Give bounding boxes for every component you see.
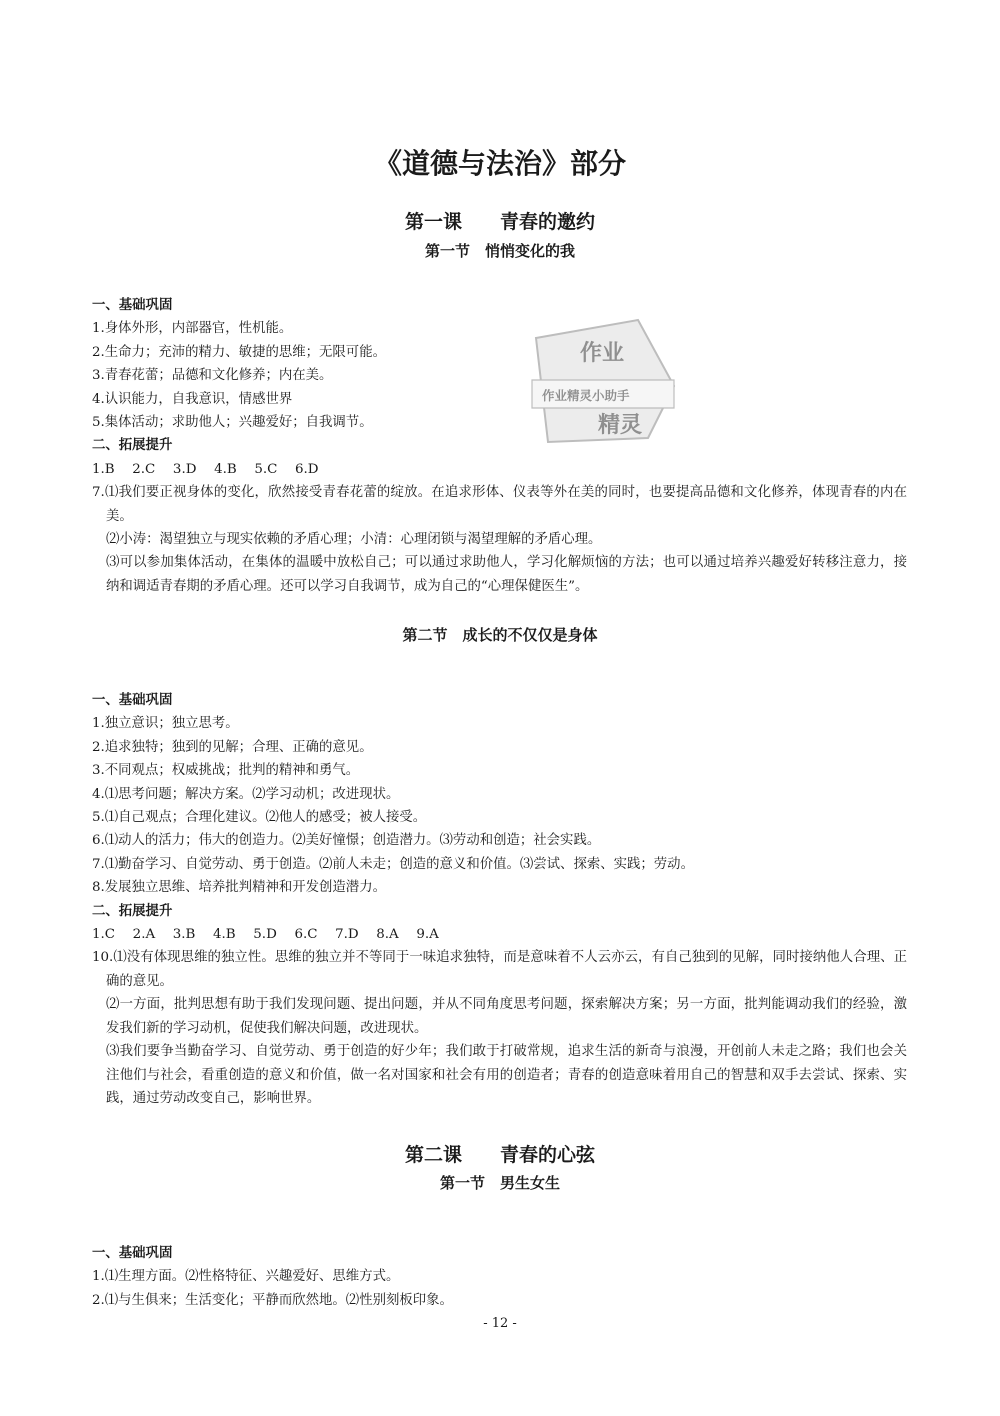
lesson1-section1-body — [92, 294, 907, 598]
lesson2-section1-heading: 第一节 男生女生 — [439, 1174, 560, 1192]
answer-line: 5.⑴自己观点；合理化建议。⑵他人的感受；被人接受。 — [92, 810, 427, 826]
answer-paragraph: ⑶我们要争当勤奋学习、自觉劳动、勇于创造的好少年；我们敢于打破常规，追求生活的新奇与浪漫，开创前人未走之路；我们也会关注他们与社会，看重创造的意义和价值，做一名对国家和社会有用的创造者；青春的创造意味着用自己的智慧和双手去尝试、探索、实践，通过劳动改变自己，影响世界。 — [106, 1044, 907, 1106]
answer-line: 1.⑴生理方面。⑵性格特征、兴趣爱好、思维方式。 — [92, 1269, 400, 1285]
answer-line: 7.⑴勤奋学习、自觉劳动、勇于创造。⑵前人未走；创造的意义和价值。⑶尝试、探索、实践；劳动。 — [92, 856, 694, 872]
answer-line: 3.青春花蕾；品德和文化修养；内在美。 — [92, 368, 333, 384]
answer-line: 4.认识能力，自我意识，情感世界 — [92, 391, 293, 407]
answer-line: 8.发展独立思维、培养批判精神和开发创造潜力。 — [92, 880, 386, 896]
answer-paragraph: ⑵小涛：渴望独立与现实依赖的矛盾心理；小清：心理闭锁与渴望理解的矛盾心理。 — [106, 532, 602, 548]
answer-line: 3.不同观点；权威挑战；批判的精神和勇气。 — [92, 763, 360, 779]
part-heading: 二、拓展提升 — [92, 903, 173, 919]
lesson1-section1-heading: 第一节 悄悄变化的我 — [424, 242, 575, 260]
part-heading: 一、基础巩固 — [92, 1246, 173, 1261]
lesson1-section2-body — [92, 689, 907, 1110]
answer-line: 2.⑴与生俱来；生活变化；平静而欣然地。⑵性别刻板印象。 — [92, 1292, 453, 1308]
zuoye-stamp-watermark — [528, 316, 678, 446]
page-title: 《道德与法治》部分 — [373, 147, 626, 180]
answer-line: 2.生命力；充沛的精力、敏捷的思维；无限可能。 — [92, 344, 386, 360]
answer-paragraph: ⑵一方面，批判思想有助于我们发现问题、提出问题，并从不同角度思考问题，探索解决方案；另一方面，批判能调动我们的经验，激发我们新的学习动机，促使我们解决问题，改进现状。 — [106, 997, 907, 1036]
part-heading: 二、拓展提升 — [92, 438, 173, 454]
answer-line: 1.身体外形，内部器官，性机能。 — [92, 321, 293, 337]
stamp-text-top: 作业 — [580, 341, 625, 366]
lesson1-heading: 第一课 青春的邀约 — [404, 211, 595, 233]
stamp-text-middle: 作业精灵小助手 — [542, 388, 630, 403]
choice-answers: 1.C 2.A 3.B 4.B 5.D 6.C 7.D 8.A 9.A — [92, 927, 439, 943]
lesson2-section1-body — [92, 1242, 907, 1312]
answer-paragraph: ⑶可以参加集体活动，在集体的温暖中放松自己；可以通过求助他人，学习化解烦恼的方法；也可以通过培养兴趣爱好转移注意力，接纳和调适青春期的矛盾心理。还可以学习自我调节，成为自己的“心理保健医生”。 — [106, 555, 907, 594]
answer-paragraph: 10.⑴没有体现思维的独立性。思维的独立并不等同于一味追求独特，而是意味着不人云亦云，有自己独到的见解，同时接纳他人合理、正确的意见。 — [92, 950, 907, 989]
answer-line: 4.⑴思考问题；解决方案。⑵学习动机；改进现状。 — [92, 786, 400, 802]
stamp-text-bottom: 精灵 — [598, 413, 643, 438]
part-heading: 一、基础巩固 — [92, 298, 173, 313]
answer-line: 6.⑴动人的活力；伟大的创造力。⑵美好憧憬；创造潜力。⑶劳动和创造；社会实践。 — [92, 833, 601, 849]
answer-line: 5.集体活动；求助他人；兴趣爱好；自我调节。 — [92, 415, 373, 431]
part-heading: 一、基础巩固 — [92, 693, 173, 708]
lesson2-heading: 第二课 青春的心弦 — [404, 1144, 595, 1166]
answer-line: 1.独立意识；独立思考。 — [92, 716, 239, 732]
answer-paragraph: 7.⑴我们要正视身体的变化，欣然接受青春花蕾的绽放。在追求形体、仪表等外在美的同时，也要提高品德和文化修养，体现青春的内在美。 — [92, 485, 907, 524]
page-number: - 12 - — [483, 1316, 517, 1331]
lesson1-section2-heading: 第二节 成长的不仅仅是身体 — [402, 626, 598, 644]
answer-line: 2.追求独特；独到的见解；合理、正确的意见。 — [92, 739, 373, 755]
choice-answers: 1.B 2.C 3.D 4.B 5.C 6.D — [92, 461, 319, 477]
